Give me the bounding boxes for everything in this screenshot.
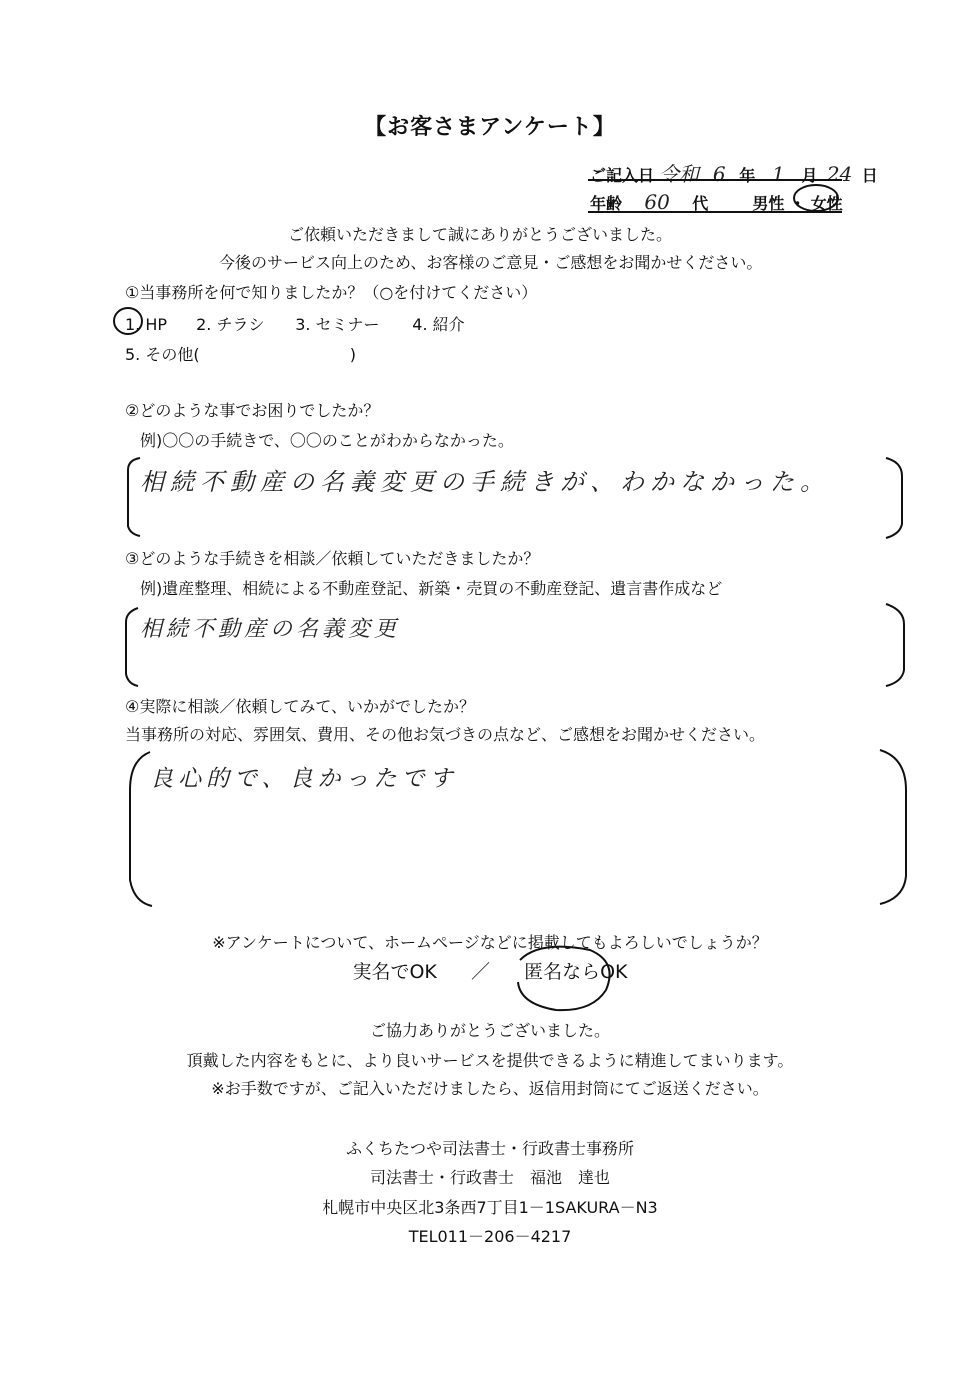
q2-example: 例)〇〇の手続きで、〇〇のことがわからなかった。: [140, 431, 514, 450]
closing-line-1: 頂戴した内容をもとに、より良いサービスを提供できるように精進してまいります。: [186, 1051, 794, 1070]
q4-question: ④実際に相談／依頼してみて、いかがでしたか？: [125, 697, 476, 716]
gender-male: 男性: [752, 194, 785, 213]
q1-option-referral: 4. 紹介: [412, 315, 465, 334]
entry-date-day-unit: 日: [861, 166, 878, 185]
q2-left-bracket: [128, 458, 140, 536]
age-label: 年齢: [590, 194, 623, 213]
q3-question: ③どのような手続きを相談／依頼していただきましたか？: [125, 549, 540, 568]
q1-option-hp: 1. HP: [125, 315, 168, 334]
hp-circle-mark: [114, 308, 142, 334]
entry-date-month: 1: [772, 162, 785, 186]
intro-line-1: ご依頼いただきまして誠にありがとうございました。: [288, 225, 673, 244]
q4-left-bracket: [130, 752, 152, 906]
q1-other-label: 5. その他(: [125, 345, 200, 364]
q4-answer: 良心的で、良かったです: [150, 766, 458, 792]
q3-left-bracket: [126, 608, 138, 686]
age-value: 60: [644, 190, 670, 214]
entry-date-era: 令和: [659, 162, 700, 186]
gender-separator: ・: [789, 194, 806, 213]
publish-option-anon: 匿名ならOK: [524, 961, 628, 983]
entry-date-label: ご記入日: [590, 166, 655, 185]
q1-option-flyer: 2. チラシ: [196, 315, 265, 334]
office-address: 札幌市中央区北3条西7丁目1－1SAKURA－N3: [322, 1198, 658, 1217]
gender-female: 女性: [810, 194, 843, 213]
entry-date-year-unit: 年: [739, 166, 756, 185]
entry-date-year: 6: [712, 162, 726, 186]
entry-date-day: 24: [826, 162, 853, 186]
page-title: 【お客さまアンケート】: [364, 115, 616, 140]
publish-question: ※アンケートについて、ホームページなどに掲載してもよろしいでしょうか？: [212, 933, 768, 952]
q4-right-bracket: [880, 750, 906, 904]
closing-line-2: ※お手数ですが、ご記入いただけましたら、返信用封筒にてご返送ください。: [211, 1079, 769, 1098]
q3-example: 例)遺産整理、相続による不動産登記、新築・売買の不動産登記、遺言書作成など: [140, 579, 723, 598]
q4-prompt: 当事務所の対応、雰囲気、費用、その他お気づきの点など、ご感想をお聞かせください。: [125, 725, 766, 744]
publish-option-real: 実名でOK: [352, 961, 437, 983]
age-unit: 代: [692, 194, 709, 213]
anon-ok-circle-mark: [518, 947, 610, 1011]
female-circle-mark: [794, 185, 838, 211]
q2-right-bracket: [886, 458, 902, 538]
office-representative: 司法書士・行政書士 福池 達也: [369, 1168, 610, 1187]
q2-answer: 相続不動産の名義変更の手続きが、わかなかった。: [140, 468, 830, 496]
q2-question: ②どのような事でお困りでしたか？: [125, 401, 380, 420]
office-tel: TEL011－206－4217: [408, 1227, 572, 1246]
q3-answer: 相続不動産の名義変更: [140, 617, 401, 642]
closing-thanks: ご協力ありがとうございました。: [369, 1021, 610, 1040]
q1-option-seminar: 3. セミナー: [295, 315, 380, 334]
q1-other-close: ): [349, 345, 357, 364]
entry-date-month-unit: 月: [801, 166, 818, 185]
q3-right-bracket: [886, 604, 904, 686]
publish-separator: ／: [470, 961, 490, 983]
q1-question: ①当事務所を何で知りましたか？（○を付けてください）: [125, 283, 538, 302]
office-name: ふくちたつや司法書士・行政書士事務所: [345, 1139, 634, 1158]
intro-line-2: 今後のサービス向上のため、お客様のご意見・ご感想をお聞かせください。: [219, 253, 763, 272]
